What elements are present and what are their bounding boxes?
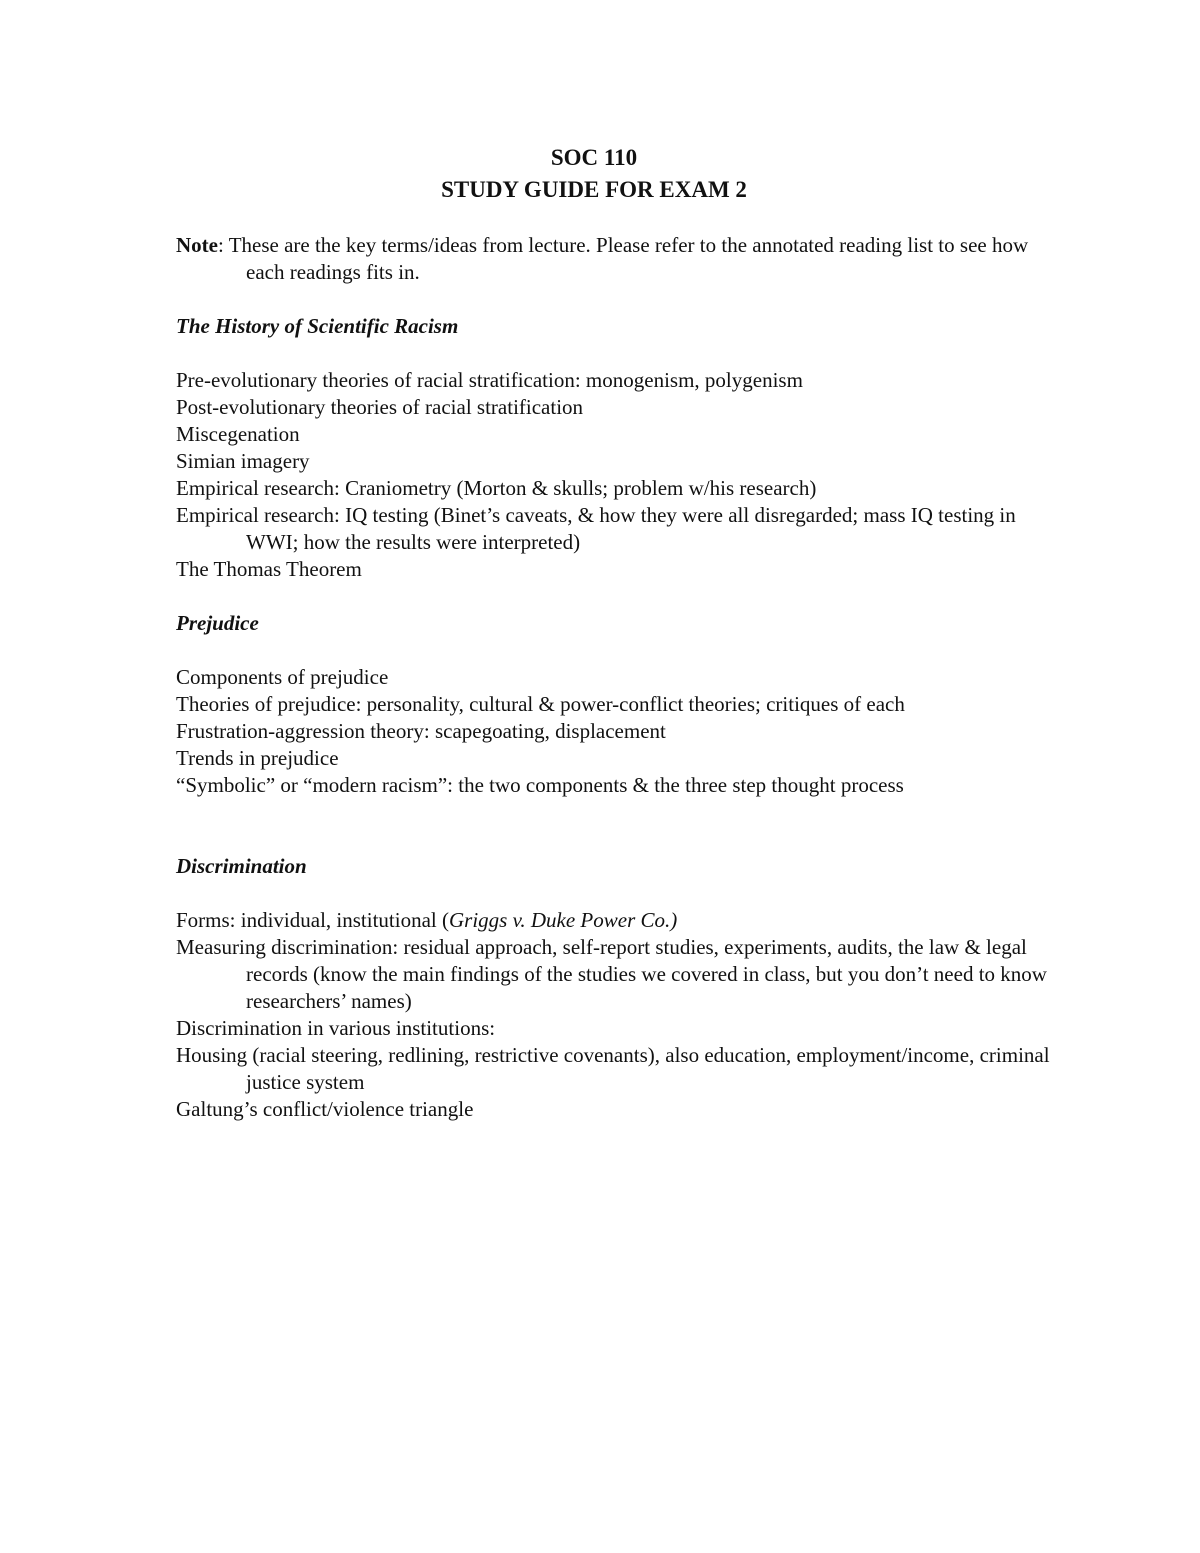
list-item: Discrimination in various institutions: bbox=[176, 1016, 496, 1040]
list-item: Measuring discrimination: residual approach, self-report studies, experiments, audits, the law & legal records (know the main findings of the studies we covered in class, but you don’t need to know researchers’ names) bbox=[176, 935, 1047, 1013]
forms-text: Forms: individual, institutional ( bbox=[176, 908, 449, 932]
note-label: Note bbox=[176, 233, 218, 257]
list-item: “Symbolic” or “modern racism”: the two components & the three step thought process bbox=[176, 773, 904, 797]
document-title: STUDY GUIDE FOR EXAM 2 bbox=[441, 177, 747, 202]
list-item: Empirical research: IQ testing (Binet’s caveats, & how they were all disregarded; mass IQ testing in WWI; how the results were interpreted) bbox=[176, 503, 1016, 554]
list-item: Pre-evolutionary theories of racial stratification: monogenism, polygenism bbox=[176, 368, 803, 392]
list-item: Housing (racial steering, redlining, restrictive covenants), also education, employment/income, criminal justice system bbox=[176, 1043, 1050, 1094]
document-header bbox=[0, 142, 1188, 206]
case-name: Griggs v. Duke Power Co.) bbox=[449, 908, 678, 932]
note-paragraph bbox=[176, 232, 1056, 286]
list-item: Empirical research: Craniometry (Morton & skulls; problem w/his research) bbox=[176, 476, 817, 500]
list-item: Galtung’s conflict/violence triangle bbox=[176, 1097, 474, 1121]
list-item: Components of prejudice bbox=[176, 665, 389, 689]
list-item: Trends in prejudice bbox=[176, 746, 339, 770]
list-item: The Thomas Theorem bbox=[176, 557, 362, 581]
list-item: Simian imagery bbox=[176, 449, 310, 473]
section-heading-prejudice: Prejudice bbox=[176, 611, 259, 635]
course-code: SOC 110 bbox=[550, 145, 638, 170]
list-item: Frustration-aggression theory: scapegoating, displacement bbox=[176, 719, 666, 743]
section-heading-scientific-racism: The History of Scientific Racism bbox=[176, 314, 459, 338]
list-item: Theories of prejudice: personality, cultural & power-conflict theories; critiques of each bbox=[176, 692, 905, 716]
section-heading-discrimination: Discrimination bbox=[176, 854, 307, 878]
list-item: Miscegenation bbox=[176, 422, 300, 446]
document-body bbox=[176, 232, 1056, 1123]
note-text: : These are the key terms/ideas from lecture. Please refer to the annotated reading list to see how each readings fits in. bbox=[217, 233, 1029, 284]
list-item-forms bbox=[176, 907, 1056, 934]
list-item: Post-evolutionary theories of racial stratification bbox=[176, 395, 584, 419]
